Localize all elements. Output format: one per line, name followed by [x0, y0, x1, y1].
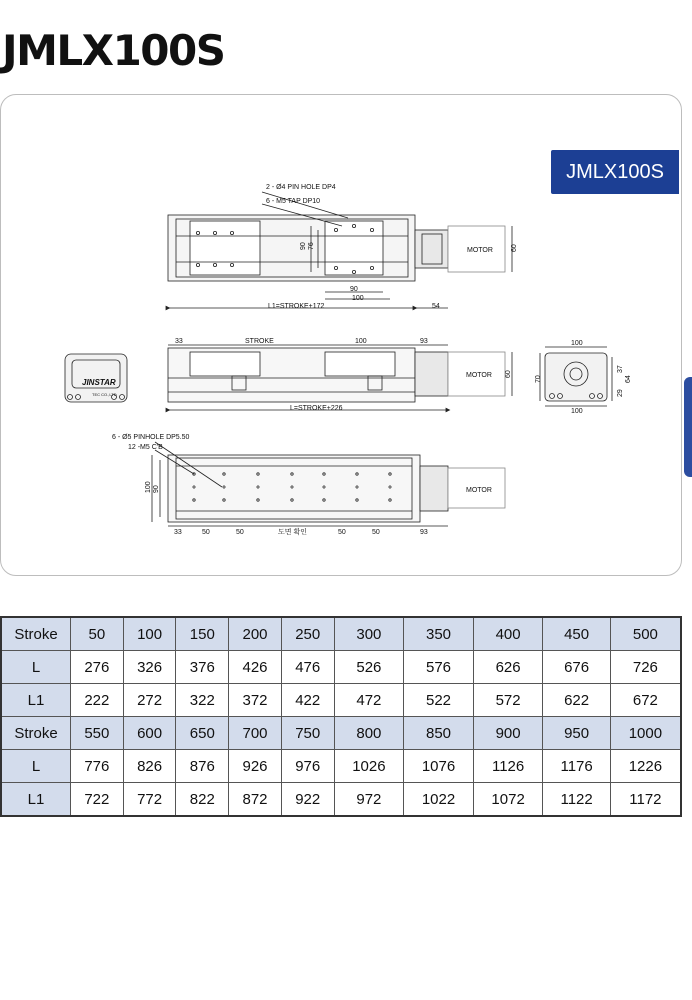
table-cell: 1022 [404, 783, 474, 817]
table-cell: 876 [176, 750, 229, 783]
table-cell: 826 [123, 750, 176, 783]
table-cell: 1226 [610, 750, 681, 783]
table-cell: 1076 [404, 750, 474, 783]
bottom-dim-100: 100 [145, 481, 152, 493]
table-cell: 472 [334, 684, 404, 717]
table-cell: 1172 [610, 783, 681, 817]
table-cell: 622 [543, 684, 610, 717]
bottom-note-cb: 12 -M5 C'B [128, 444, 163, 451]
table-cell: 372 [229, 684, 282, 717]
row-label: L1 [1, 684, 71, 717]
table-row [1, 783, 681, 817]
table-cell: 522 [404, 684, 474, 717]
side-motor-label: MOTOR [466, 372, 492, 379]
side-dim-right: 93 [420, 338, 428, 345]
table-cell: 1176 [543, 750, 610, 783]
side-dim-stroke: STROKE [245, 338, 274, 345]
table-cell: 972 [334, 783, 404, 817]
table-cell: 600 [123, 717, 176, 750]
spec-table [0, 616, 682, 817]
side-view [168, 345, 512, 410]
top-dim-76v: 76 [308, 242, 315, 250]
table-cell: 772 [123, 783, 176, 817]
table-cell: 722 [71, 783, 124, 817]
bottom-dim-90: 90 [153, 485, 160, 493]
table-row [1, 617, 681, 651]
bottom-dim-93: 93 [420, 529, 428, 536]
table-cell: 100 [123, 617, 176, 651]
table-cell: 422 [281, 684, 334, 717]
top-dim-90h: 90 [350, 286, 358, 293]
table-cell: 900 [473, 717, 543, 750]
side-dim-carriage: 100 [355, 338, 367, 345]
end-dim-70: 70 [535, 375, 542, 383]
table-cell: 726 [610, 651, 681, 684]
table-cell: 872 [229, 783, 282, 817]
logo-brand: JINSTAR [82, 378, 116, 387]
end-dim-64: 64 [625, 375, 632, 383]
end-view-right [540, 347, 612, 406]
table-cell: 676 [543, 651, 610, 684]
table-cell: 500 [610, 617, 681, 651]
top-dim-motor-len: 54 [432, 303, 440, 310]
table-cell: 700 [229, 717, 282, 750]
table-row [1, 717, 681, 750]
table-row [1, 651, 681, 684]
end-dim-37: 37 [617, 365, 624, 373]
table-cell: 550 [71, 717, 124, 750]
bottom-view [152, 442, 505, 526]
table-cell: 800 [334, 717, 404, 750]
table-cell: 426 [229, 651, 282, 684]
end-dim-29: 29 [617, 389, 624, 397]
top-note-pin: 2 - Ø4 PIN HOLE DP4 [266, 184, 336, 191]
bottom-dim-50d: 50 [372, 529, 380, 536]
row-label: L [1, 651, 71, 684]
table-cell: 976 [281, 750, 334, 783]
table-cell: 300 [334, 617, 404, 651]
table-cell: 376 [176, 651, 229, 684]
table-cell: 50 [71, 617, 124, 651]
bottom-dim-50c: 50 [338, 529, 346, 536]
bottom-motor-label: MOTOR [466, 487, 492, 494]
end-dim-width-bottom: 100 [571, 408, 583, 415]
table-cell: 150 [176, 617, 229, 651]
top-dim-overall: L1=STROKE+172 [268, 303, 325, 310]
top-motor-label: MOTOR [467, 247, 493, 254]
top-dim-100h: 100 [352, 295, 364, 302]
table-cell: 322 [176, 684, 229, 717]
page-title: JMLX100S [2, 26, 225, 75]
table-cell: 450 [543, 617, 610, 651]
table-cell: 1072 [473, 783, 543, 817]
table-cell: 1026 [334, 750, 404, 783]
table-cell: 326 [123, 651, 176, 684]
table-cell: 276 [71, 651, 124, 684]
table-cell: 672 [610, 684, 681, 717]
top-dim-motor: 60 [511, 244, 518, 252]
table-row [1, 684, 681, 717]
table-cell: 822 [176, 783, 229, 817]
table-cell: 576 [404, 651, 474, 684]
table-cell: 572 [473, 684, 543, 717]
row-label: Stroke [1, 717, 71, 750]
top-view [168, 192, 512, 308]
model-badge: JMLX100S [551, 150, 679, 194]
table-cell: 1122 [543, 783, 610, 817]
row-label: L1 [1, 783, 71, 817]
table-row [1, 750, 681, 783]
side-dim-overall: L=STROKE+226 [290, 405, 343, 412]
table-cell: 850 [404, 717, 474, 750]
bottom-note-pinhole: 6 - Ø5 PINHOLE DP5.50 [112, 434, 190, 441]
table-cell: 200 [229, 617, 282, 651]
table-cell: 626 [473, 651, 543, 684]
row-label: Stroke [1, 617, 71, 651]
bottom-dim-33: 33 [174, 529, 182, 536]
table-cell: 526 [334, 651, 404, 684]
table-cell: 922 [281, 783, 334, 817]
table-cell: 926 [229, 750, 282, 783]
table-cell: 776 [71, 750, 124, 783]
table-cell: 272 [123, 684, 176, 717]
table-cell: 222 [71, 684, 124, 717]
row-label: L [1, 750, 71, 783]
table-cell: 650 [176, 717, 229, 750]
bottom-dim-center: 도면 확인 [278, 529, 307, 536]
top-dim-90v: 90 [300, 242, 307, 250]
table-cell: 750 [281, 717, 334, 750]
end-dim-width-top: 100 [571, 340, 583, 347]
side-dim-motor: 60 [505, 370, 512, 378]
table-cell: 350 [404, 617, 474, 651]
top-note-tap: 6 - M5 TAP DP10 [266, 198, 321, 205]
table-cell: 400 [473, 617, 543, 651]
logo-sub: TEC CO.,LTD [92, 392, 117, 397]
bottom-dim-50a: 50 [202, 529, 210, 536]
table-cell: 476 [281, 651, 334, 684]
side-dim-left: 33 [175, 338, 183, 345]
table-cell: 1126 [473, 750, 543, 783]
table-cell: 250 [281, 617, 334, 651]
bottom-dim-50b: 50 [236, 529, 244, 536]
table-cell: 1000 [610, 717, 681, 750]
table-cell: 950 [543, 717, 610, 750]
